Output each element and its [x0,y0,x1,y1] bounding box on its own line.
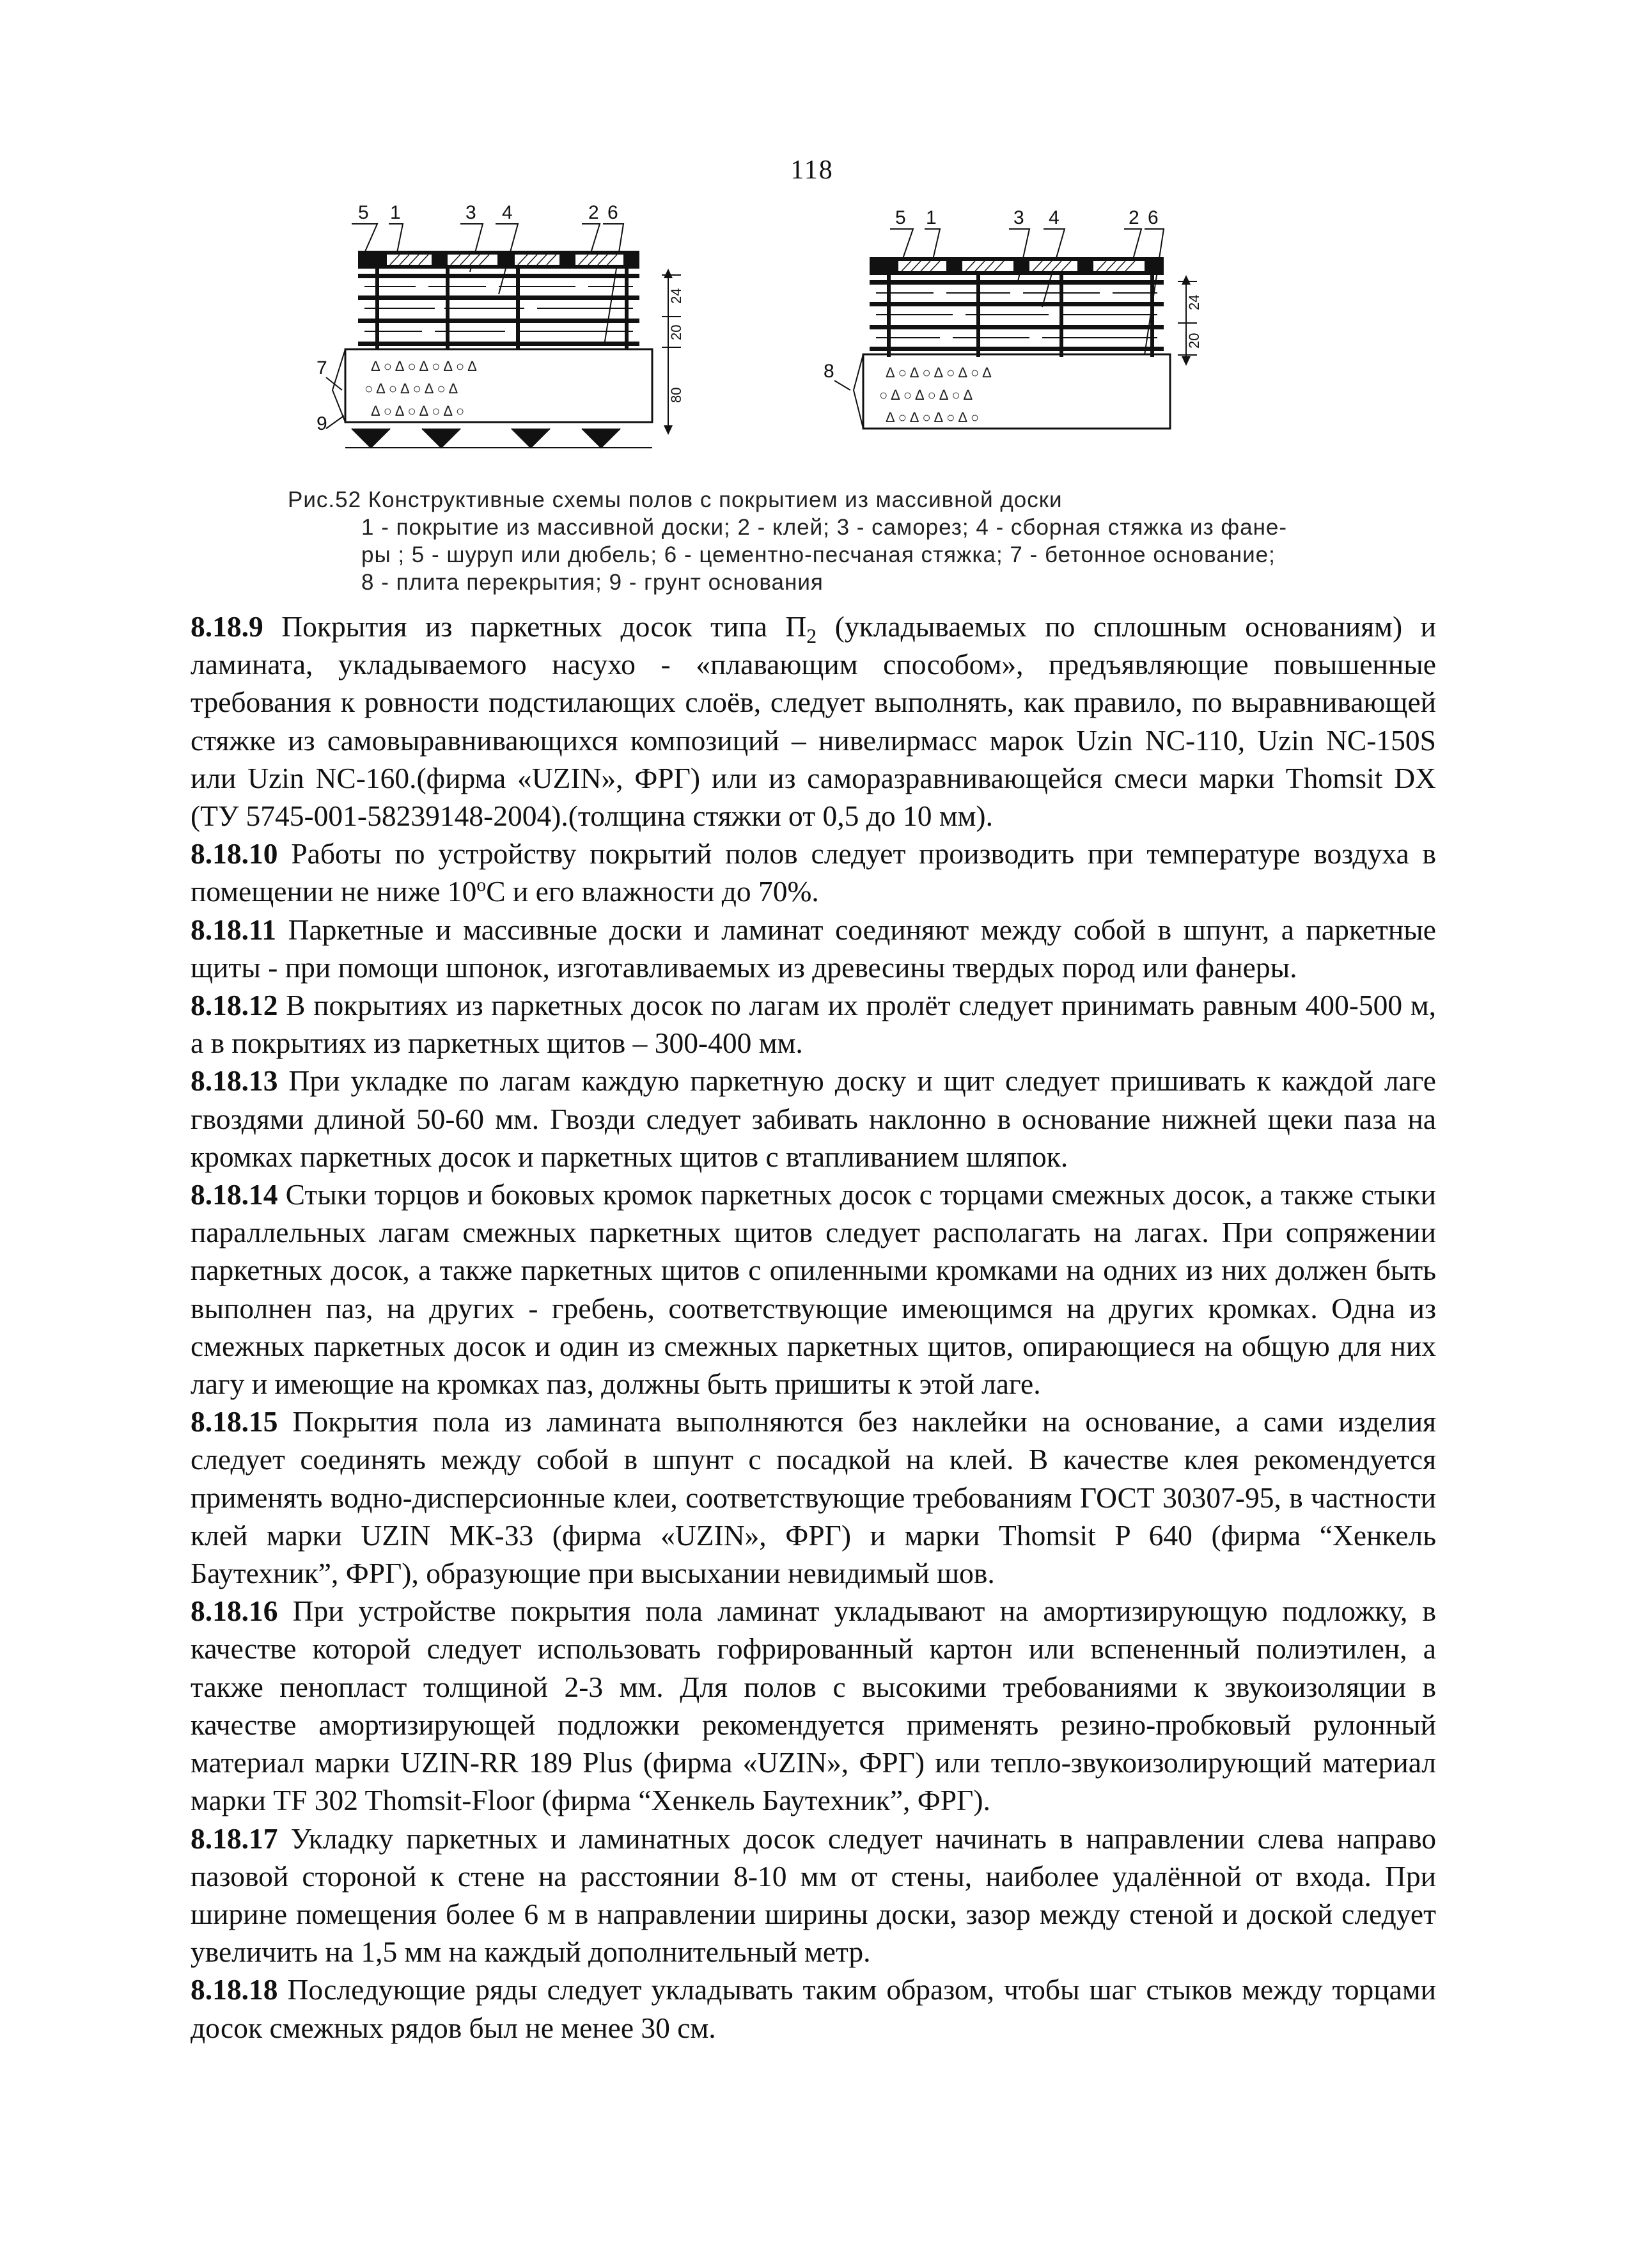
paragraph-text: Последующие ряды следует укладывать таким образом, чтобы шаг стыков между торцами досок смежных рядов был не менее 30 см. [191,1973,1436,2044]
paragraph-text: При устройстве покрытия пола ламинат укладывают на амортизирующую подложку, в качестве которой следует использовать гофрированный картон или вспененный полиэтилен, а также пенопласт толщиной 2-3 мм. Для полов с высокими требованиями к звукоизоляции в качестве амортизирующей подложки рекомендуется применять резино-пробковый рулонный материал марки UZIN-RR 189 Plus (фирма «UZIN», ФРГ) или тепло-звукоизолирующий материал марки TF 302 Thomsit-Floor (фирма “Хенкель Баутехник”, ФРГ). [191,1595,1436,1817]
paragraph-8-18-11 [191,911,1436,986]
caption-title: Рис.52 Конструктивные схемы полов с покрытием из массивной доски [288,487,1063,512]
document-body [191,608,1436,2047]
svg-text:○ Δ ○ Δ ○ Δ ○: ○ Δ ○ Δ ○ Δ ○ Δ [879,387,973,403]
paragraph-text: (укладываемых по сплошным основаниям) и ламината, укладываемого насухо - «плавающим способом», предъявляющие повышенные требования к ровности подстилающих слоёв, следует выполнять, как правило, по выравнивающей стяжке из самовыравнивающихся композиций – нивелирмасс марок Uzin NC-110, Uzin NC-150S или Uzin NC-160.(фирма «UZIN», ФРГ) или из саморазравнивающейся смеси марки Thomsit DX (ТУ 5745-001-58239148-2004).(толщина стяжки от 0,5 до 10 мм). [191,610,1436,833]
paragraph-8-18-10 [191,835,1436,910]
right-label-3: 3 [1013,207,1024,228]
right-label-4: 4 [1049,207,1059,228]
paragraph-8-18-17 [191,1820,1436,1971]
caption-line: 1 - покрытие из массивной доски; 2 - клей; 3 - саморез; 4 - сборная стяжка из фане- [361,515,1288,540]
left-dim-24: 24 [668,288,684,304]
left-dim-80: 80 [668,387,684,403]
left-label-6: 6 [607,202,618,223]
paragraph-text: Покрытия пола из ламината выполняются без наклейки на основание, а сами изделия следует соединять между собой в шпунт с посадкой на клей. В качестве клея рекомендуется применять водно-дисперсионные клеи, соответствующие требованиям ГОСТ 30307-95, в частности клей марки UZIN МК-33 (фирма «UZIN», ФРГ) и марки Thomsit P 640 (фирма “Хенкель Баутехник”, ФРГ), образующие при высыхании невидимый шов. [191,1405,1436,1590]
section-number: 8.18.12 [191,989,278,1022]
right-dim-20: 20 [1186,333,1202,349]
paragraph-text: При укладке по лагам каждую паркетную доску и щит следует пришивать к каждой лаге гвоздями длиной 50-60 мм. Гвозди следует забивать наклонно в основание нижней щеки паза на кромках паркетных досок и паркетных щитов с втапливанием шляпок. [191,1064,1436,1173]
right-dim-24: 24 [1186,294,1202,310]
left-label-9: 9 [317,413,327,434]
svg-text:Δ ○ Δ ○ Δ ○ Δ ○: Δ ○ Δ ○ Δ ○ Δ ○ Δ [886,365,992,381]
left-label-5: 5 [358,202,369,223]
paragraph-text: С и его влажности до 70%. [486,875,819,908]
left-label-3: 3 [465,202,476,223]
section-number: 8.18.10 [191,837,278,870]
section-number: 8.18.17 [191,1822,278,1855]
section-number: 8.18.11 [191,913,276,946]
section-number: 8.18.18 [191,1973,278,2006]
section-number: 8.18.15 [191,1405,278,1438]
paragraph-8-18-16 [191,1592,1436,1819]
paragraph-text: В покрытиях из паркетных досок по лагам их пролёт следует принимать равным 400-500 м, а в покрытиях из паркетных щитов – 300-400 мм. [191,989,1436,1060]
svg-text:Δ ○ Δ ○ Δ ○ Δ ○: Δ ○ Δ ○ Δ ○ Δ ○ [371,403,465,419]
svg-text:○ Δ ○ Δ ○ Δ ○ Δ: ○ Δ ○ Δ ○ Δ ○ Δ [364,381,458,397]
paragraph-8-18-15 [191,1403,1436,1592]
paragraph-text: Стыки торцов и боковых кромок паркетных досок с торцами смежных досок, а также стыки параллельных лагам смежных паркетных щитов следует располагать на лагах. При сопряжении паркетных досок, а также паркетных щитов с опиленными кромками на одних из них должен быть выполнен паз, на других - гребень, соответствующие имеющимся на других кромках. Одна из смежных паркетных досок и один из смежных паркетных щитов, опирающиеся на общую для них лагу и имеющие на кромках паз, должны быть пришиты к этой лаге. [191,1178,1436,1401]
svg-text:Δ ○ Δ ○ Δ ○ Δ ○: Δ ○ Δ ○ Δ ○ Δ ○ [886,409,980,425]
section-number: 8.18.13 [191,1064,278,1098]
caption-line: 8 - плита перекрытия; 9 - грунт основания [361,570,824,595]
paragraph-8-18-14 [191,1176,1436,1403]
svg-text:Δ ○ Δ ○ Δ ○ Δ ○: Δ ○ Δ ○ Δ ○ Δ ○ Δ [371,358,477,374]
floor-construction-figure [307,198,1304,499]
left-label-2: 2 [588,202,599,223]
paragraph-text: Работы по устройству покрытий полов следует производить при температуре воздуха в помещении не ниже 10 [191,837,1436,908]
left-label-7: 7 [317,358,327,379]
paragraph-text: Паркетные и массивные доски и ламинат соединяют между собой в шпунт, а паркетные щиты - при помощи шпонок, изготавливаемых из древесины твердых пород или фанеры. [191,913,1436,984]
left-dim-20: 20 [668,324,684,340]
paragraph-8-18-13 [191,1062,1436,1176]
section-number: 8.18.9 [191,610,263,643]
figure-caption [288,486,1407,596]
caption-line: ры ; 5 - шуруп или дюбель; 6 - цементно-песчаная стяжка; 7 - бетонное основание; [361,542,1276,567]
right-label-6: 6 [1148,207,1159,228]
right-label-8: 8 [824,361,834,382]
paragraph-8-18-12 [191,986,1436,1062]
paragraph-8-18-9 [191,608,1436,835]
right-label-1: 1 [926,207,937,228]
right-label-2: 2 [1129,207,1139,228]
paragraph-text: Покрытия из паркетных досок типа П [263,610,807,643]
right-label-5: 5 [895,207,906,228]
superscript: о [476,875,487,896]
left-label-1: 1 [390,202,401,223]
section-number: 8.18.14 [191,1178,278,1211]
floor-diagrams [307,198,1304,499]
left-label-4: 4 [502,202,513,223]
paragraph-text: Укладку паркетных и ламинатных досок следует начинать в направлении слева направо пазовой стороной к стене на расстоянии 8-10 мм от стены, наиболее удалённой от входа. При ширине помещения более 6 м в направлении ширины доски, зазор между стеной и доской следует увеличить на 1,5 мм на каждый дополнительный метр. [191,1822,1436,1969]
left-diagram [317,202,684,448]
section-number: 8.18.16 [191,1595,278,1628]
paragraph-8-18-18 [191,1971,1436,2046]
right-diagram [824,207,1202,429]
page-number: 118 [790,155,834,185]
subscript: 2 [806,625,817,648]
